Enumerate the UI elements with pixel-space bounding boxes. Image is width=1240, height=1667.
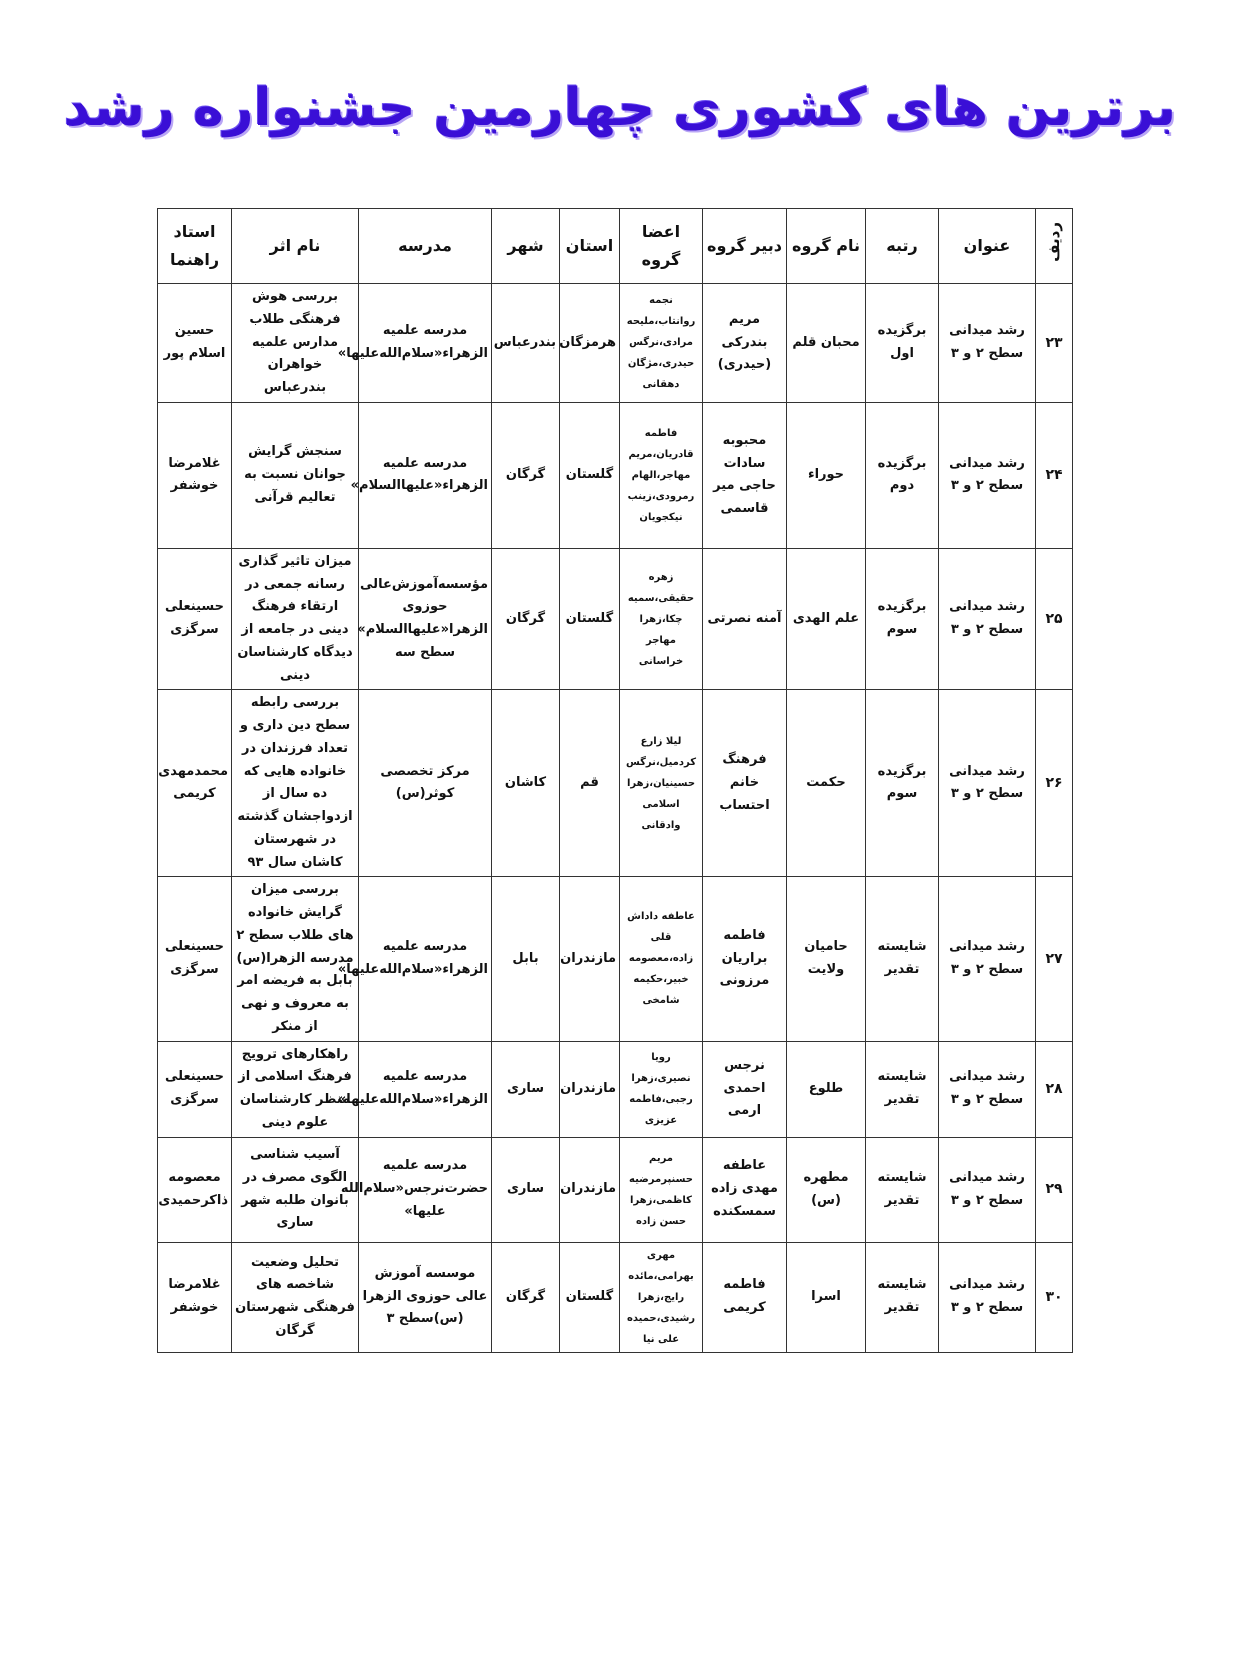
cell-secretary: نرجس احمدی ارمی — [703, 1041, 787, 1137]
cell-city: ساری — [492, 1137, 560, 1242]
cell-city: گرگان — [492, 1242, 560, 1352]
cell-rank: برگزیده اول — [866, 284, 939, 403]
cell-row: ۲۶ — [1036, 690, 1073, 877]
cell-school: مدرسه علمیه الزهراء«سلام‌الله‌علیها» — [359, 1041, 492, 1137]
cell-rank: شایسته تقدیر — [866, 1137, 939, 1242]
cell-subject: رشد میدانی سطح ۲ و ۳ — [939, 402, 1036, 548]
cell-row: ۲۴ — [1036, 402, 1073, 548]
cell-advisor: غلامرضا خوشفر — [158, 1242, 232, 1352]
cell-province: گلستان — [560, 1242, 620, 1352]
cell-row: ۲۹ — [1036, 1137, 1073, 1242]
header-members: اعضا گروه — [620, 209, 703, 284]
cell-city: ساری — [492, 1041, 560, 1137]
table-row — [158, 1242, 1073, 1352]
cell-row: ۲۸ — [1036, 1041, 1073, 1137]
cell-members: فاطمه قادریان،مریم مهاجر،الهام رمرودی،زینب نیکجویان — [620, 402, 703, 548]
cell-rank: شایسته تقدیر — [866, 1242, 939, 1352]
cell-rank: شایسته تقدیر — [866, 877, 939, 1041]
cell-row: ۲۵ — [1036, 548, 1073, 690]
cell-work: بررسی رابطه سطح دین داری و تعداد فرزندان در خانواده هایی که ده سال از ازدواجشان گذشته در شهرستان کاشان سال ۹۳ — [232, 690, 359, 877]
cell-province: مازندران — [560, 1137, 620, 1242]
table-row — [158, 877, 1073, 1041]
table-row — [158, 690, 1073, 877]
cell-city: بندرعباس — [492, 284, 560, 403]
cell-subject: رشد میدانی سطح ۲ و ۳ — [939, 690, 1036, 877]
cell-city: کاشان — [492, 690, 560, 877]
cell-subject: رشد میدانی سطح ۲ و ۳ — [939, 548, 1036, 690]
cell-school: مدرسه علمیه حضرت‌نرجس«سلام‌الله علیها» — [359, 1137, 492, 1242]
cell-group-name: حکمت — [787, 690, 866, 877]
cell-city: بابل — [492, 877, 560, 1041]
cell-work: راهکارهای ترویج فرهنگ اسلامی از منظر کارشناسان علوم دینی — [232, 1041, 359, 1137]
header-work-title: نام اثر — [232, 209, 359, 284]
cell-subject: رشد میدانی سطح ۲ و ۳ — [939, 284, 1036, 403]
header-group-secretary: دبیر گروه — [703, 209, 787, 284]
page-title: برترین های کشوری چهارمین جشنواره رشد — [63, 78, 1177, 138]
cell-subject: رشد میدانی سطح ۲ و ۳ — [939, 1137, 1036, 1242]
cell-members: زهره حقیقی،سمیه چکا،زهرا مهاجر خراسانی — [620, 548, 703, 690]
header-group-name: نام گروه — [787, 209, 866, 284]
cell-rank: برگزیده سوم — [866, 690, 939, 877]
header-rank: رتبه — [866, 209, 939, 284]
header-subject: عنوان — [939, 209, 1036, 284]
cell-members: نجمه روانتاب،ملیحه مرادی،نرگس حیدری،مژگان دهقانی — [620, 284, 703, 403]
cell-advisor: حسینعلی سرگزی — [158, 877, 232, 1041]
cell-advisor: معصومه ذاکرحمیدی — [158, 1137, 232, 1242]
cell-rank: برگزیده دوم — [866, 402, 939, 548]
cell-members: لیلا زارع کردمیل،نرگس حسینیان،زهرا اسلامی وادقانی — [620, 690, 703, 877]
cell-school: مدرسه علمیه الزهراء«علیهاالسلام» — [359, 402, 492, 548]
cell-group-name: حوراء — [787, 402, 866, 548]
cell-members: مهری بهرامی،مائده رایج،زهرا رشیدی،حمیده علی نیا — [620, 1242, 703, 1352]
cell-work: میزان تاثیر گذاری رسانه جمعی در ارتقاء فرهنگ دینی در جامعه از دیدگاه کارشناسان دینی — [232, 548, 359, 690]
cell-province: مازندران — [560, 1041, 620, 1137]
table-row — [158, 402, 1073, 548]
cell-members: رویا نصیری،زهرا رجبی،فاطمه عزیزی — [620, 1041, 703, 1137]
cell-school: مدرسه علمیه الزهراء«سلام‌الله‌علیها» — [359, 284, 492, 403]
cell-province: هرمزگان — [560, 284, 620, 403]
cell-members: عاطفه داداش قلی زاده،معصومه خبیر،حکیمه شامخی — [620, 877, 703, 1041]
header-row-number: ردیف — [1036, 209, 1073, 284]
cell-work: سنجش گرایش جوانان نسبت به تعالیم قرآنی — [232, 402, 359, 548]
table-row — [158, 548, 1073, 690]
cell-subject: رشد میدانی سطح ۲ و ۳ — [939, 877, 1036, 1041]
cell-group-name: مطهره (س) — [787, 1137, 866, 1242]
cell-rank: شایسته تقدیر — [866, 1041, 939, 1137]
cell-group-name: محبان قلم — [787, 284, 866, 403]
cell-school: مدرسه علمیه الزهراء«سلام‌الله‌علیها» — [359, 877, 492, 1041]
cell-work: بررسی هوش فرهنگی طلاب مدارس علمیه خواهران بندرعباس — [232, 284, 359, 403]
header-school: مدرسه — [359, 209, 492, 284]
cell-subject: رشد میدانی سطح ۲ و ۳ — [939, 1041, 1036, 1137]
cell-work: تحلیل وضعیت شاخصه های فرهنگی شهرستان گرگان — [232, 1242, 359, 1352]
cell-school: مرکز تخصصی کوثر(س) — [359, 690, 492, 877]
cell-province: گلستان — [560, 548, 620, 690]
header-city: شهر — [492, 209, 560, 284]
header-advisor: استاد راهنما — [158, 209, 232, 284]
cell-advisor: محمدمهدی کریمی — [158, 690, 232, 877]
cell-row: ۳۰ — [1036, 1242, 1073, 1352]
cell-province: گلستان — [560, 402, 620, 548]
cell-work: بررسی میزان گرایش خانواده های طلاب سطح ۲ مدرسه الزهرا(س) بابل به فریضه امر به معروف و نهی از منکر — [232, 877, 359, 1041]
cell-advisor: غلامرضا خوشفر — [158, 402, 232, 548]
cell-advisor: حسین اسلام پور — [158, 284, 232, 403]
cell-work: آسیب شناسی الگوی مصرف در بانوان طلبه شهر ساری — [232, 1137, 359, 1242]
cell-city: گرگان — [492, 402, 560, 548]
cell-province: قم — [560, 690, 620, 877]
cell-subject: رشد میدانی سطح ۲ و ۳ — [939, 1242, 1036, 1352]
cell-school: مؤسسه‌آموزش‌عالی حوزوی الزهرا«علیهاالسلام» سطح سه — [359, 548, 492, 690]
cell-group-name: حامیان ولایت — [787, 877, 866, 1041]
cell-province: مازندران — [560, 877, 620, 1041]
cell-city: گرگان — [492, 548, 560, 690]
table-header-row — [158, 209, 1073, 284]
cell-row: ۲۳ — [1036, 284, 1073, 403]
cell-secretary: عاطفه مهدی زاده سمسکنده — [703, 1137, 787, 1242]
cell-row: ۲۷ — [1036, 877, 1073, 1041]
cell-school: موسسه آموزش عالی حوزوی الزهرا (س)سطح ۳ — [359, 1242, 492, 1352]
cell-secretary: مریم بندرکی (حیدری) — [703, 284, 787, 403]
cell-group-name: اسرا — [787, 1242, 866, 1352]
cell-members: مریم حسنپرمرضیه کاظمی،زهرا حسن زاده — [620, 1137, 703, 1242]
table-row — [158, 1041, 1073, 1137]
table-row — [158, 1137, 1073, 1242]
cell-secretary: آمنه نصرتی — [703, 548, 787, 690]
cell-secretary: فاطمه کریمی — [703, 1242, 787, 1352]
cell-rank: برگزیده سوم — [866, 548, 939, 690]
cell-group-name: طلوع — [787, 1041, 866, 1137]
cell-group-name: علم الهدی — [787, 548, 866, 690]
header-province: استان — [560, 209, 620, 284]
winners-table — [157, 208, 1073, 1353]
cell-secretary: محبوبه سادات حاجی میر قاسمی — [703, 402, 787, 548]
cell-advisor: حسینعلی سرگزی — [158, 548, 232, 690]
cell-secretary: فاطمه براریان مرزونی — [703, 877, 787, 1041]
table-row — [158, 284, 1073, 403]
cell-advisor: حسینعلی سرگزی — [158, 1041, 232, 1137]
cell-secretary: فرهنگ خانم احتساب — [703, 690, 787, 877]
